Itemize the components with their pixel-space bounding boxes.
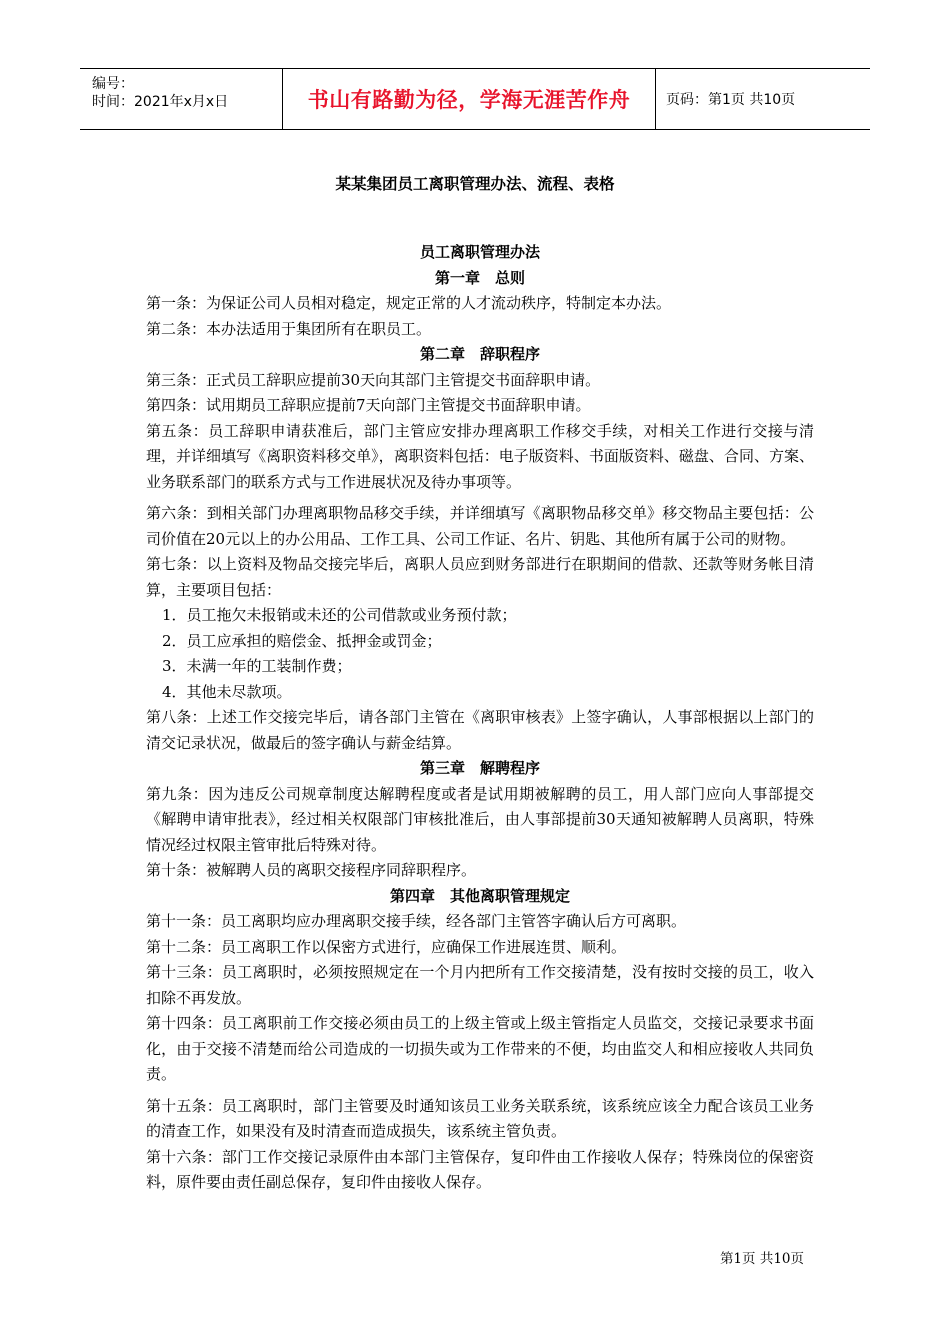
- article-paragraph: 第一条：为保证公司人员相对稳定，规定正常的人才流动秩序，特制定本办法。: [146, 294, 672, 312]
- list-item: 4．其他未尽款项。: [162, 682, 292, 701]
- article-paragraph: 第二条：本办法适用于集团所有在职员工。: [146, 319, 432, 338]
- header-meta: [92, 75, 228, 111]
- document-date: 时间：2021年x月x日: [92, 94, 229, 110]
- chapter-heading: 第一章 总则: [434, 268, 525, 287]
- document-number-label: 编号：: [92, 76, 134, 92]
- article-paragraph: 第五条：员工辞职申请获准后，部门主管应安排办理离职工作移交手续，对相关工作进行交接与清理，并详细填写《离职资料移交单》，离职资料包括：电子版资料、书面版资料、磁盘、合同、方案、业务联系部门的联系方式与工作进展状况及待办事项等。: [146, 421, 814, 491]
- list-item: 2．员工应承担的赔偿金、抵押金或罚金；: [162, 631, 442, 650]
- article-paragraph: 第十二条：员工离职工作以保密方式进行，应确保工作进展连贯、顺利。: [146, 937, 627, 956]
- article-paragraph: 第十六条：部门工作交接记录原件由本部门主管保存，复印件由工作接收人保存；特殊岗位的保密资料，原件要由责任副总保存，复印件由接收人保存。: [146, 1147, 814, 1191]
- page-header: [80, 68, 870, 130]
- chapter-heading: 第三章 解聘程序: [419, 759, 540, 777]
- list-item: 3．未满一年的工装制作费；: [162, 657, 352, 675]
- article-paragraph: 第四条：试用期员工辞职应提前7天向部门主管提交书面辞职申请。: [146, 396, 591, 414]
- chapter-heading: 第四章 其他离职管理规定: [389, 886, 570, 905]
- article-paragraph: 第十三条：员工离职时，必须按照规定在一个月内把所有工作交接清楚，没有按时交接的员工，收入扣除不再发放。: [146, 963, 814, 1007]
- document-body: [146, 240, 814, 1196]
- chapter-heading: 第二章 辞职程序: [419, 345, 540, 363]
- article-paragraph: 第十五条：员工离职时，部门主管要及时通知该员工业务关联系统，该系统应该全力配合该员工业务的清查工作，如果没有及时清查而造成损失，该系统主管负责。: [146, 1096, 814, 1140]
- article-paragraph: 第八条：上述工作交接完毕后，请各部门主管在《离职审核表》上签字确认，人事部根据以上部门的清交记录状况，做最后的签字确认与薪金结算。: [146, 708, 814, 752]
- article-paragraph: 第九条：因为违反公司规章制度达解聘程度或者是试用期被解聘的员工，用人部门应向人事部提交《解聘申请审批表》，经过相关权限部门审核批准后，由人事部提前30天通知被解聘人员离职，特殊情况经过权限主管审批后特殊对待。: [146, 784, 814, 854]
- page-footer: 第1页 共10页: [719, 1251, 804, 1267]
- article-paragraph: 第三条：正式员工辞职应提前30天向其部门主管提交书面辞职申请。: [146, 370, 601, 389]
- section-title: 员工离职管理办法: [419, 243, 540, 261]
- header-motto: 书山有路勤为径，学海无涯苦作舟: [282, 69, 656, 129]
- document-title: 某某集团员工离职管理办法、流程、表格: [335, 175, 615, 193]
- article-paragraph: 第六条：到相关部门办理离职物品移交手续，并详细填写《离职物品移交单》移交物品主要包括：公司价值在20元以上的办公用品、工作工具、公司工作证、名片、钥匙、其他所有属于公司的财物。: [146, 504, 814, 548]
- article-paragraph: 第十一条：员工离职均应办理离职交接手续，经各部门主管答字确认后方可离职。: [146, 912, 687, 930]
- article-paragraph: 第十四条：员工离职前工作交接必须由员工的上级主管或上级主管指定人员监交，交接记录要求书面化，由于交接不清楚而给公司造成的一切损失或为工作带来的不便，均由监交人和相应接收人共同负责。: [146, 1014, 814, 1083]
- article-list: [146, 266, 814, 1196]
- article-paragraph: 第七条：以上资料及物品交接完毕后，离职人员应到财务部进行在职期间的借款、还款等财务帐目清算，主要项目包括：: [146, 555, 814, 599]
- article-paragraph: 第十条：被解聘人员的离职交接程序同辞职程序。: [146, 861, 477, 879]
- header-page-info: 页码：第1页 共10页: [666, 92, 796, 108]
- list-item: 1．员工拖欠未报销或未还的公司借款或业务预付款；: [162, 606, 517, 624]
